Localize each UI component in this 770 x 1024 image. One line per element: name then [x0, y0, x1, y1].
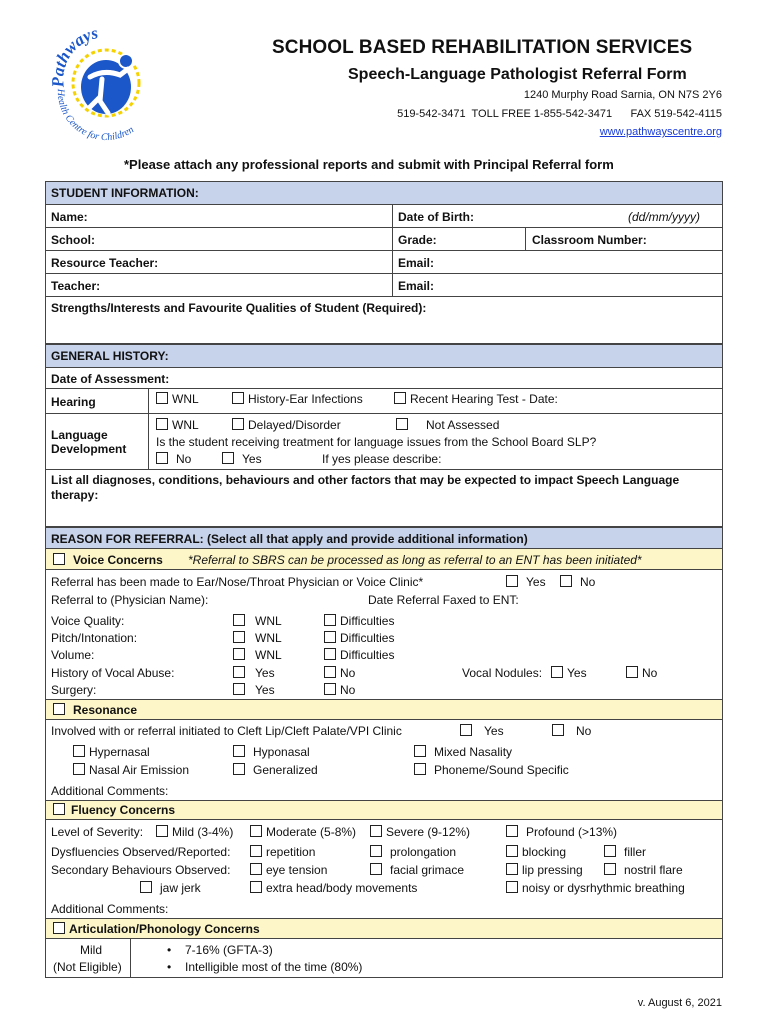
surgery-label: Surgery: [51, 683, 97, 697]
checkbox[interactable] [156, 418, 168, 430]
checkbox[interactable] [506, 825, 518, 837]
dob-label[interactable]: Date of Birth: [398, 210, 474, 224]
attach-notice: *Please attach any professional reports and submit with Principal Referral form [124, 157, 614, 172]
volume-label: Volume: [51, 648, 95, 662]
reason-heading: REASON FOR REFERRAL: (Select all that apply and provide additional information) [51, 532, 528, 546]
checkbox[interactable] [233, 666, 245, 678]
checkbox[interactable] [626, 666, 638, 678]
checkbox[interactable] [250, 881, 262, 893]
hearing-wnl-option[interactable]: WNL [156, 392, 199, 406]
checkbox[interactable] [156, 825, 168, 837]
volume-b[interactable]: Difficulties [324, 648, 394, 662]
artic-not-eligible-label: (Not Eligible) [53, 960, 122, 974]
physician-name-label[interactable]: Referral to (Physician Name): [51, 593, 209, 607]
resource-teacher-label[interactable]: Resource Teacher: [51, 256, 159, 270]
treatment-yes-option[interactable]: Yes [222, 452, 262, 466]
development-label: Development [51, 442, 127, 456]
cleft-yes-option[interactable]: Yes [460, 724, 504, 738]
checkbox[interactable] [73, 745, 85, 757]
vocal-nodules-label: Vocal Nodules: [462, 666, 543, 680]
fluency-comments-label[interactable]: Additional Comments: [51, 902, 169, 916]
resonance-option[interactable]: Resonance [53, 703, 137, 717]
sec-noisy-breathing-option[interactable]: noisy or dysrhythmic breathing [506, 881, 685, 895]
checkbox[interactable] [560, 575, 572, 587]
date-faxed-label[interactable]: Date Referral Faxed to ENT: [368, 593, 519, 607]
checkbox[interactable] [396, 418, 408, 430]
checkbox[interactable] [506, 845, 518, 857]
checkbox[interactable] [233, 745, 245, 757]
checkbox[interactable] [414, 745, 426, 757]
treatment-no-option[interactable]: No [156, 452, 191, 466]
pitch-a[interactable]: WNL [233, 631, 282, 645]
form-subtitle: Speech-Language Pathologist Referral Form [348, 66, 687, 83]
lang-not-assessed-option[interactable]: Not Assessed [396, 418, 499, 432]
articulation-option[interactable]: Articulation/Phonology Concerns [53, 922, 260, 936]
artic-mild-label: Mild [80, 943, 103, 957]
vocal-abuse-a[interactable]: Yes [233, 666, 275, 680]
checkbox[interactable] [604, 863, 616, 875]
checkbox[interactable] [370, 825, 382, 837]
teacher-label[interactable]: Teacher: [51, 279, 101, 293]
diagnoses-label-line1[interactable]: List all diagnoses, conditions, behaviours and other factors that may be expected to impact Speech Language [51, 473, 680, 487]
nodules-yes-option[interactable]: Yes [551, 666, 587, 680]
checkbox[interactable] [140, 881, 152, 893]
sec-jaw-jerk-option[interactable]: jaw jerk [140, 881, 201, 895]
checkbox[interactable] [233, 631, 245, 643]
vocal-abuse-b[interactable]: No [324, 666, 355, 680]
hearing-ear-infections-option[interactable]: History-Ear Infections [232, 392, 363, 406]
checkbox[interactable] [324, 631, 336, 643]
generalized-option[interactable]: Generalized [233, 763, 318, 777]
sec-lip-pressing-option[interactable]: lip pressing [506, 863, 583, 877]
resonance-comments-label[interactable]: Additional Comments: [51, 784, 169, 798]
website-link[interactable]: www.pathwayscentre.org [599, 126, 722, 138]
checkbox[interactable] [414, 763, 426, 775]
checkbox[interactable] [156, 392, 168, 404]
ent-no-option[interactable]: No [560, 575, 595, 589]
surgery-b[interactable]: No [324, 683, 355, 697]
hearing-label: Hearing [51, 395, 96, 409]
logo-top-text: Pathways [48, 23, 100, 88]
nasal-air-emission-option[interactable]: Nasal Air Emission [73, 763, 189, 777]
language-label: Language [51, 428, 108, 442]
checkbox[interactable] [53, 703, 65, 715]
checkbox[interactable] [53, 553, 65, 565]
sec-nostril-flare-option[interactable]: nostril flare [604, 863, 683, 877]
artic-bullet-2: • Intelligible most of the time (80%) [185, 960, 362, 974]
checkbox[interactable] [324, 666, 336, 678]
name-label[interactable]: Name: [51, 210, 88, 224]
version-footer: v. August 6, 2021 [637, 997, 722, 1009]
dys-repetition-option[interactable]: repetition [250, 845, 315, 859]
teacher-email-label[interactable]: Email: [398, 279, 435, 293]
pitch-label: Pitch/Intonation: [51, 631, 138, 645]
checkbox[interactable] [250, 845, 262, 857]
voice-quality-label: Voice Quality: [51, 614, 125, 628]
checkbox[interactable] [370, 845, 382, 857]
school-label[interactable]: School: [51, 233, 95, 247]
treatment-describe-label: If yes please describe: [322, 452, 442, 466]
checkbox[interactable] [394, 392, 406, 404]
voice-ent-note: *Referral to SBRS can be processed as long as referral to an ENT has been initiated* [188, 553, 642, 567]
checkbox[interactable] [551, 666, 563, 678]
severity-label: Level of Severity: [51, 825, 144, 839]
strengths-label[interactable]: Strengths/Interests and Favourite Qualities of Student (Required): [51, 301, 427, 315]
phoneme-specific-option[interactable]: Phoneme/Sound Specific [414, 763, 569, 777]
dys-blocking-option[interactable]: blocking [506, 845, 566, 859]
checkbox[interactable] [233, 614, 245, 626]
grade-label[interactable]: Grade: [398, 233, 437, 247]
voice-quality-a[interactable]: WNL [233, 614, 282, 628]
sec-eye-tension-option[interactable]: eye tension [250, 863, 327, 877]
voice-concerns-option[interactable]: Voice Concerns [53, 553, 163, 567]
checkbox[interactable] [233, 683, 245, 695]
date-of-assessment-label[interactable]: Date of Assessment: [51, 372, 170, 386]
checkbox[interactable] [233, 648, 245, 660]
sev-profound-option[interactable]: Profound (>13%) [506, 825, 617, 839]
checkbox[interactable] [250, 825, 262, 837]
checkbox[interactable] [506, 575, 518, 587]
checkbox[interactable] [324, 648, 336, 660]
resonance-header-band [46, 700, 722, 719]
nodules-no-option[interactable]: No [626, 666, 657, 680]
hyponasal-option[interactable]: Hyponasal [233, 745, 310, 759]
lang-delayed-option[interactable]: Delayed/Disorder [232, 418, 341, 432]
checkbox[interactable] [250, 863, 262, 875]
lang-wnl-option[interactable]: WNL [156, 418, 199, 432]
artic-bullet-1: • 7-16% (GFTA-3) [185, 943, 273, 957]
mixed-nasality-option[interactable]: Mixed Nasality [414, 745, 512, 759]
checkbox[interactable] [604, 845, 616, 857]
checkbox[interactable] [232, 418, 244, 430]
checkbox[interactable] [156, 452, 168, 464]
dysfluencies-label: Dysfluencies Observed/Reported: [51, 845, 231, 859]
checkbox[interactable] [324, 614, 336, 626]
voice-quality-b[interactable]: Difficulties [324, 614, 394, 628]
form-title: SCHOOL BASED REHABILITATION SERVICES [272, 37, 693, 58]
checkbox[interactable] [324, 683, 336, 695]
checkbox[interactable] [552, 724, 564, 736]
sec-head-movements-option[interactable]: extra head/body movements [250, 881, 417, 895]
checkbox[interactable] [460, 724, 472, 736]
diagnoses-label-line2: therapy: [51, 488, 99, 502]
fluency-option[interactable]: Fluency Concerns [53, 803, 175, 817]
sev-moderate-option[interactable]: Moderate (5-8%) [250, 825, 356, 839]
ent-referral-question: Referral has been made to Ear/Nose/Throat Physician or Voice Clinic* [51, 575, 424, 589]
checkbox[interactable] [506, 881, 518, 893]
checkbox[interactable] [232, 392, 244, 404]
pitch-b[interactable]: Difficulties [324, 631, 394, 645]
volume-a[interactable]: WNL [233, 648, 282, 662]
cleft-no-option[interactable]: No [552, 724, 591, 738]
checkbox[interactable] [222, 452, 234, 464]
dys-filler-option[interactable]: filler [604, 845, 646, 859]
checkbox[interactable] [233, 763, 245, 775]
surgery-a[interactable]: Yes [233, 683, 275, 697]
hearing-recent-test-option[interactable]: Recent Hearing Test - Date: [394, 392, 558, 406]
logo-bottom-text: Health Centre for Children [54, 88, 136, 142]
vocal-abuse-label: History of Vocal Abuse: [51, 666, 175, 680]
checkbox[interactable] [506, 863, 518, 875]
secondary-behaviours-label: Secondary Behaviours Observed: [51, 863, 231, 877]
ent-yes-option[interactable]: Yes [506, 575, 546, 589]
checkbox[interactable] [370, 863, 382, 875]
address: 1240 Murphy Road Sarnia, ON N7S 2Y6 [523, 89, 722, 101]
checkbox[interactable] [53, 803, 65, 815]
hypernasal-option[interactable]: Hypernasal [73, 745, 150, 759]
classroom-label[interactable]: Classroom Number: [532, 233, 647, 247]
phone-numbers: 519-542-3471 TOLL FREE 1-855-542-3471 FAX 519-542-4115 [397, 108, 722, 120]
sev-mild-option[interactable]: Mild (3-4%) [156, 825, 233, 839]
dob-format: (dd/mm/yyyy) [628, 210, 700, 224]
checkbox[interactable] [53, 922, 65, 934]
checkbox[interactable] [73, 763, 85, 775]
slp-treatment-question: Is the student receiving treatment for language issues from the School Board SLP? [156, 435, 597, 449]
cleft-question: Involved with or referral initiated to Cleft Lip/Cleft Palate/VPI Clinic [51, 724, 402, 738]
general-history-heading: GENERAL HISTORY: [51, 349, 169, 363]
resource-email-label[interactable]: Email: [398, 256, 435, 270]
pathways-logo [42, 17, 167, 142]
sev-severe-option[interactable]: Severe (9-12%) [370, 825, 470, 839]
student-info-heading: STUDENT INFORMATION: [51, 186, 199, 200]
sec-facial-grimace-option[interactable]: facial grimace [370, 863, 464, 877]
dys-prolongation-option[interactable]: prolongation [370, 845, 456, 859]
